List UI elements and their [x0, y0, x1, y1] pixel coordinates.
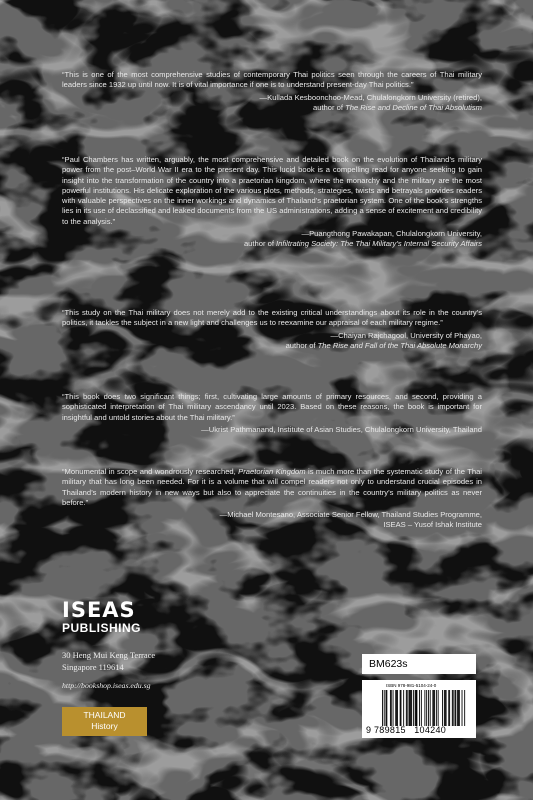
barcode-bar — [444, 690, 445, 726]
quote-5-attribution — [62, 510, 482, 531]
category-label — [62, 707, 147, 736]
barcode-bar — [432, 690, 433, 726]
category-line-1: THAILAND — [83, 710, 126, 720]
barcode-bar — [424, 690, 425, 726]
category-line-2: History — [91, 721, 118, 731]
quote-5-text — [62, 467, 482, 508]
barcode-bar — [390, 690, 391, 726]
barcode-bar — [393, 690, 394, 726]
barcode-bar — [421, 690, 422, 726]
barcode-bar — [446, 690, 447, 726]
barcode-bar — [410, 690, 411, 726]
quote-3-text: “This study on the Thai military does not merely add to the existing critical understandings about its role in the country’s politics, it tackles the subject in a new light and challenges us to reexamine our appraisal of each military regime.” — [62, 308, 482, 328]
barcode-bar — [403, 690, 404, 726]
quote-2-attribution-name: —Puangthong Pawakapan, Chulalongkorn University, — [301, 229, 482, 239]
quote-3-attribution-name: —Chaiyan Rajchagool, University of Phayao, — [330, 330, 482, 340]
barcode-bar — [413, 690, 414, 726]
barcode-bar — [455, 690, 456, 726]
quote-3-attribution — [62, 331, 482, 352]
quote-1-attribution — [62, 93, 482, 114]
quote-4-text: “This book does two significant things; first, cultivating large amounts of primary resources, and second, providing a sophisticated interpretation of Thai military ascendancy until 2023. Based on these reasons, the book is important for insightful and untold stories about the Thai military.” — [62, 392, 482, 422]
book-code-label: BM623s — [362, 654, 476, 674]
quote-5-attribution-name: —Michael Montesano, Associate Senior Fellow, Thailand Studies Programme, — [219, 510, 482, 520]
barcode-bar — [453, 690, 454, 726]
barcode-bar — [452, 690, 453, 726]
quote-4-attribution — [62, 425, 482, 435]
barcode-bar — [442, 690, 443, 726]
publisher-url[interactable]: http://bookshop.iseas.edu.sg — [62, 681, 151, 690]
quote-1-text: “This is one of the most comprehensive studies of contemporary Thai politics seen through the careers of Thai military leaders since 1932 up until now. It is of vital importance if one is to understand present-day Thai politics.” — [62, 70, 482, 90]
barcode-bar — [464, 690, 465, 726]
barcode-bars — [382, 690, 466, 726]
barcode-digit-first: 9 — [366, 725, 372, 735]
barcode-bar — [407, 690, 408, 726]
barcode-bar — [401, 690, 402, 726]
barcode-bar — [430, 690, 431, 726]
barcode-bar — [416, 690, 417, 726]
barcode-bar — [428, 690, 429, 726]
barcode-bar — [382, 690, 383, 726]
logo-iseas: ISEAS — [62, 598, 136, 622]
barcode-digits-group-1: 789815 — [374, 725, 406, 735]
barcode-bar — [415, 690, 416, 726]
barcode-bar — [457, 690, 458, 726]
quote-1-attribution-book — [62, 103, 482, 113]
barcode-bar — [395, 690, 396, 726]
barcode-bar — [386, 690, 387, 726]
logo-publishing: PUBLISHING — [62, 621, 142, 635]
quote-1-author-of: author of — [313, 102, 346, 112]
quote-3-author-of: author of — [285, 340, 318, 350]
quote-3-book-title: The Rise and Fall of the Thai Absolute Monarchy — [317, 340, 482, 350]
quote-5-attribution-institute: ISEAS – Yusof Ishak Institute — [383, 520, 482, 530]
quote-2-attribution-book — [62, 239, 482, 249]
barcode-digits-group-2: 104240 — [414, 725, 447, 735]
quote-3-attribution-book — [62, 341, 482, 351]
barcode-bar — [458, 690, 459, 726]
quote-3 — [62, 308, 482, 351]
barcode-bar — [438, 690, 439, 726]
barcode-bar — [400, 690, 401, 726]
barcode-bar — [462, 690, 463, 726]
barcode-bar — [434, 690, 435, 726]
quote-4 — [62, 392, 482, 435]
barcode-bar — [449, 690, 450, 726]
address-line-2: Singapore 119614 — [62, 662, 124, 672]
barcode-bar — [396, 690, 397, 726]
barcode-bar — [455, 690, 456, 726]
quote-2-book-title: Infiltrating Society: The Thai Military’s Internal Security Affairs — [276, 239, 482, 249]
barcode-bar — [416, 690, 417, 726]
barcode-bar — [436, 690, 437, 726]
barcode-bar — [386, 690, 387, 726]
barcode-bar — [426, 690, 427, 726]
barcode-bar — [411, 690, 412, 726]
barcode-bar — [409, 690, 410, 726]
barcode-bar — [384, 690, 385, 726]
iseas-publishing-logo — [62, 600, 141, 636]
quote-5-text-after: is much more than the systematic study of the Thai military that has long been needed. For it is a volume that will compel readers not only to understand crucial episodes in Thailand’s modern history in new ways but also to appreciate the continuities in the country’s military politics as never before.” — [62, 467, 482, 507]
isbn-label: ISBN 978-981-5104-24-0 — [386, 683, 437, 688]
barcode-bar — [433, 690, 434, 726]
quote-5 — [62, 467, 482, 531]
barcode-bar — [406, 690, 407, 726]
quote-2 — [62, 155, 482, 250]
quote-1-book-title: The Rise and Decline of Thai Absolutism — [345, 102, 482, 112]
isbn-barcode — [362, 680, 476, 738]
quote-5-text-before: “Monumental in scope and wondrously researched, — [62, 467, 239, 476]
quote-1 — [62, 70, 482, 113]
address-line-1: 30 Heng Mui Keng Terrace — [62, 650, 156, 660]
quote-1-attribution-name: —Kullada Kesboonchoo-Mead, Chulalongkorn University (retired), — [259, 92, 482, 102]
barcode-bar — [448, 690, 449, 726]
quote-2-text: “Paul Chambers has written, arguably, the most comprehensive and detailed book on the evolution of Thailand’s military power from the post–World War II era to the present day. This lucid book is a compelling read for anyone seeking to gain insight into the transformation of the country into a praetorian kingdom, where the monarchy and the military are the most powerful institutions. His delicate exploration of the various plots, methods, strategies, twists and betrayals provides readers with valuable perspectives on the inner workings and dynamics of Thailand’s praetorian system. One of the book’s strengths lies in its use of declassified and leaked documents from the US administrations, adding a sense of excitement and credibility to the analysis.” — [62, 155, 482, 226]
barcode-bar — [459, 690, 460, 726]
barcode-digits — [366, 725, 447, 735]
barcode-bar — [391, 690, 392, 726]
publisher-address — [62, 649, 155, 673]
barcode-bar — [409, 690, 410, 726]
barcode-bar — [397, 690, 398, 726]
quote-2-attribution — [62, 229, 482, 250]
quote-4-attribution-name: —Ukrist Pathmanand, Institute of Asian Studies, Chulalongkorn University, Thailand — [201, 424, 482, 434]
quote-5-book-title: Praetorian Kingdom — [238, 467, 306, 476]
barcode-bar — [419, 690, 420, 726]
quote-2-author-of: author of — [243, 239, 277, 249]
barcode-bar — [445, 690, 446, 726]
